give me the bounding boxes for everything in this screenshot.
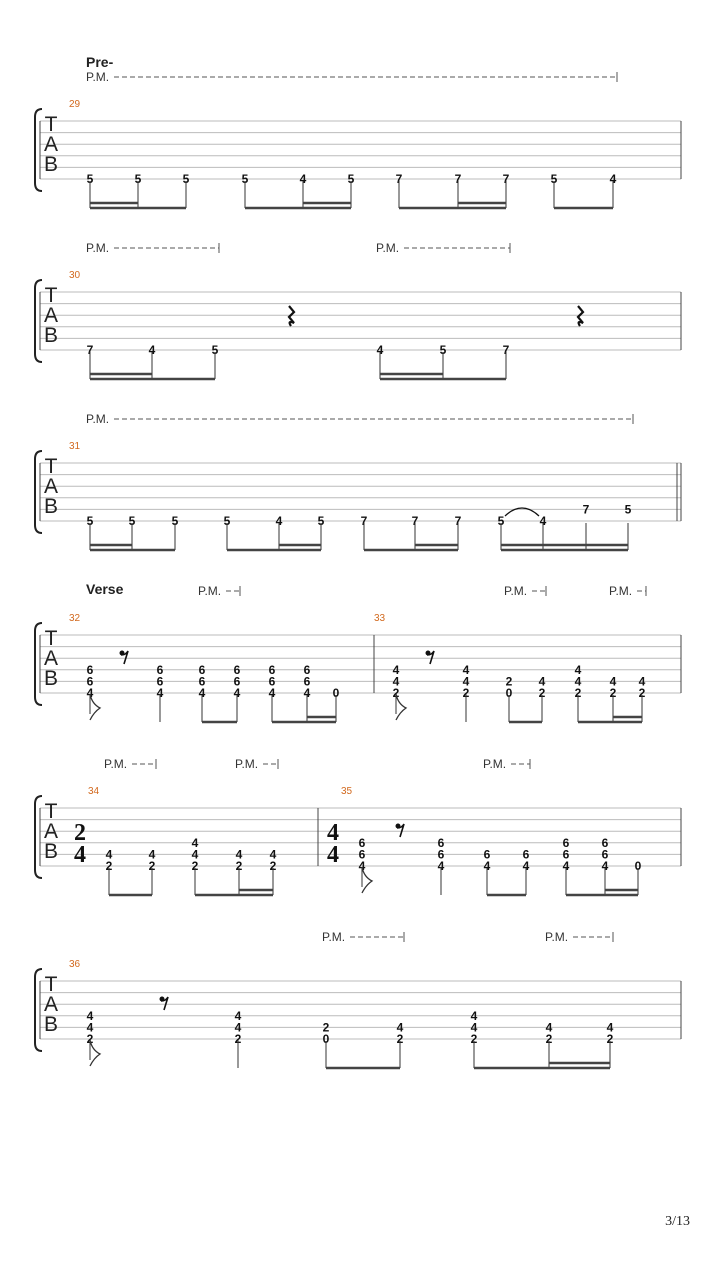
fret-number: 4	[234, 1020, 242, 1035]
fret-number: 4	[609, 172, 617, 186]
tab-clef-letter: T	[44, 455, 58, 478]
fret-number: 5	[550, 172, 558, 186]
fret-number: 6	[233, 662, 241, 677]
fret-number: 6	[562, 835, 570, 850]
fret-number: 4	[191, 835, 199, 850]
palm-mute-label: P.M.	[198, 584, 222, 598]
section-label-verse: Verse	[86, 581, 124, 597]
fret-number: 0	[332, 686, 340, 700]
fret-number: 6	[522, 847, 530, 862]
fret-number: 6	[358, 835, 366, 850]
fret-number: 4	[234, 1008, 242, 1023]
fret-number: 0	[634, 859, 642, 873]
fret-number: 6	[86, 674, 94, 689]
fret-number: 7	[395, 172, 403, 186]
measure-number: 36	[69, 959, 81, 970]
fret-number: 4	[86, 1020, 94, 1035]
fret-number: 6	[303, 674, 311, 689]
fret-number: 6	[268, 674, 276, 689]
tab-clef-letter: B	[43, 324, 59, 347]
fret-number: 4	[601, 859, 609, 873]
fret-number: 4	[269, 847, 277, 862]
fret-number: 2	[574, 686, 582, 700]
fret-number: 4	[574, 674, 582, 689]
tab-clef-letter: A	[43, 993, 59, 1016]
quarter-rest	[578, 306, 583, 326]
fret-number: 4	[574, 662, 582, 677]
fret-number: 5	[86, 172, 94, 186]
fret-number: 4	[562, 859, 570, 873]
time-signature-bottom: 4	[74, 842, 86, 868]
tab-clef-letter: T	[44, 113, 58, 136]
fret-number: 7	[582, 502, 590, 517]
fret-number: 5	[241, 172, 249, 186]
fret-number: 7	[360, 514, 368, 528]
fret-number: 4	[545, 1020, 553, 1035]
fret-number: 7	[411, 514, 419, 528]
palm-mute-label: P.M.	[322, 930, 346, 944]
tab-clef-letter: A	[43, 820, 59, 843]
note-flag	[90, 1040, 100, 1066]
fret-number: 4	[538, 674, 546, 689]
fret-number: 5	[134, 172, 142, 186]
palm-mute-label: P.M.	[545, 930, 569, 944]
fret-number: 0	[505, 686, 513, 700]
measure-number: 30	[69, 270, 81, 281]
fret-number: 5	[347, 172, 355, 186]
fret-number: 4	[462, 662, 470, 677]
fret-number: 0	[322, 1032, 330, 1046]
fret-number: 5	[439, 343, 447, 357]
fret-number: 2	[538, 686, 546, 700]
fret-number: 6	[268, 662, 276, 677]
fret-number: 2	[191, 859, 199, 873]
fret-number: 5	[86, 514, 94, 528]
fret-number: 2	[269, 859, 277, 873]
tab-clef-letter: B	[43, 153, 59, 176]
fret-number: 2	[638, 686, 646, 700]
tab-clef-letter: T	[44, 627, 58, 650]
palm-mute-label: P.M.	[609, 584, 633, 598]
fret-number: 2	[470, 1032, 478, 1046]
note-flag	[396, 694, 406, 720]
fret-number: 5	[182, 172, 190, 186]
fret-number: 7	[454, 172, 462, 186]
note-flag	[90, 694, 100, 720]
palm-mute-label: P.M.	[86, 241, 110, 255]
fret-number: 6	[198, 662, 206, 677]
fret-number: 7	[86, 343, 94, 357]
palm-mute-label: P.M.	[104, 757, 128, 771]
fret-number: 6	[156, 674, 164, 689]
fret-number: 6	[562, 847, 570, 862]
fret-number: 2	[86, 1032, 94, 1046]
fret-number: 5	[223, 514, 231, 528]
fret-number: 4	[233, 686, 241, 700]
fret-number: 4	[156, 686, 164, 700]
fret-number: 7	[502, 172, 510, 186]
fret-number: 6	[437, 835, 445, 850]
fret-number: 2	[396, 1032, 404, 1046]
fret-number: 6	[437, 847, 445, 862]
tab-clef-letter: B	[43, 495, 59, 518]
fret-number: 5	[211, 343, 219, 357]
measure-number: 33	[374, 613, 386, 624]
fret-number: 2	[234, 1032, 242, 1046]
fret-number: 6	[198, 674, 206, 689]
fret-number: 4	[303, 686, 311, 700]
fret-number: 4	[148, 847, 156, 862]
fret-number: 2	[609, 686, 617, 700]
time-signature-top: 2	[74, 820, 86, 846]
fret-number: 4	[470, 1008, 478, 1023]
fret-number: 4	[392, 674, 400, 689]
fret-number: 4	[358, 859, 366, 873]
palm-mute-label: P.M.	[376, 241, 400, 255]
palm-mute-label: P.M.	[504, 584, 528, 598]
fret-number: 4	[437, 859, 445, 873]
fret-number: 4	[105, 847, 113, 862]
tab-clef-letter: T	[44, 284, 58, 307]
fret-number: 2	[545, 1032, 553, 1046]
fret-number: 6	[303, 662, 311, 677]
page-number: 3/13	[665, 1214, 690, 1229]
fret-number: 4	[638, 674, 646, 689]
fret-number: 6	[601, 835, 609, 850]
fret-number: 4	[483, 859, 491, 873]
tab-clef-letter: A	[43, 133, 59, 156]
tab-clef-letter: B	[43, 840, 59, 863]
note-flag	[362, 867, 372, 893]
palm-mute-label: P.M.	[86, 412, 110, 426]
tab-clef-letter: A	[43, 475, 59, 498]
tab-clef-letter: T	[44, 800, 58, 823]
tab-clef-letter: A	[43, 647, 59, 670]
fret-number: 5	[128, 514, 136, 528]
fret-number: 2	[392, 686, 400, 700]
fret-number: 4	[539, 514, 547, 528]
fret-number: 4	[268, 686, 276, 700]
fret-number: 2	[322, 1020, 330, 1035]
fret-number: 2	[606, 1032, 614, 1046]
time-signature-bottom: 4	[327, 842, 339, 868]
fret-number: 5	[171, 514, 179, 528]
fret-number: 4	[275, 514, 283, 528]
measure-number: 34	[88, 786, 100, 797]
fret-number: 4	[606, 1020, 614, 1035]
fret-number: 5	[497, 514, 505, 528]
fret-number: 5	[624, 502, 632, 517]
tab-clef-letter: T	[44, 973, 58, 996]
fret-number: 4	[396, 1020, 404, 1035]
fret-number: 2	[148, 859, 156, 873]
time-signature-top: 4	[327, 820, 339, 846]
measure-number: 32	[69, 613, 81, 624]
measure-number: 35	[341, 786, 353, 797]
fret-number: 4	[198, 686, 206, 700]
quarter-rest	[289, 306, 294, 326]
fret-number: 2	[462, 686, 470, 700]
fret-number: 4	[470, 1020, 478, 1035]
measure-number: 31	[69, 441, 81, 452]
fret-number: 4	[462, 674, 470, 689]
fret-number: 2	[105, 859, 113, 873]
tab-clef-letter: B	[43, 667, 59, 690]
fret-number: 2	[505, 674, 513, 689]
section-label-pre: Pre-	[86, 54, 114, 70]
tab-clef-letter: B	[43, 1013, 59, 1036]
fret-number: 5	[317, 514, 325, 528]
palm-mute-label: P.M.	[235, 757, 259, 771]
fret-number: 6	[86, 662, 94, 677]
fret-number: 6	[483, 847, 491, 862]
palm-mute-label: P.M.	[483, 757, 507, 771]
fret-number: 4	[522, 859, 530, 873]
fret-number: 4	[392, 662, 400, 677]
fret-number: 6	[233, 674, 241, 689]
fret-number: 6	[601, 847, 609, 862]
tab-clef-letter: A	[43, 304, 59, 327]
fret-number: 7	[502, 343, 510, 357]
fret-number: 6	[358, 847, 366, 862]
palm-mute-label: P.M.	[86, 70, 110, 84]
fret-number: 4	[86, 1008, 94, 1023]
fret-number: 2	[235, 859, 243, 873]
fret-number: 4	[299, 172, 307, 186]
fret-number: 6	[156, 662, 164, 677]
fret-number: 4	[376, 343, 384, 357]
fret-number: 4	[191, 847, 199, 862]
fret-number: 4	[235, 847, 243, 862]
fret-number: 4	[609, 674, 617, 689]
fret-number: 7	[454, 514, 462, 528]
fret-number: 4	[148, 343, 156, 357]
fret-number: 4	[86, 686, 94, 700]
measure-number: 29	[69, 99, 81, 110]
